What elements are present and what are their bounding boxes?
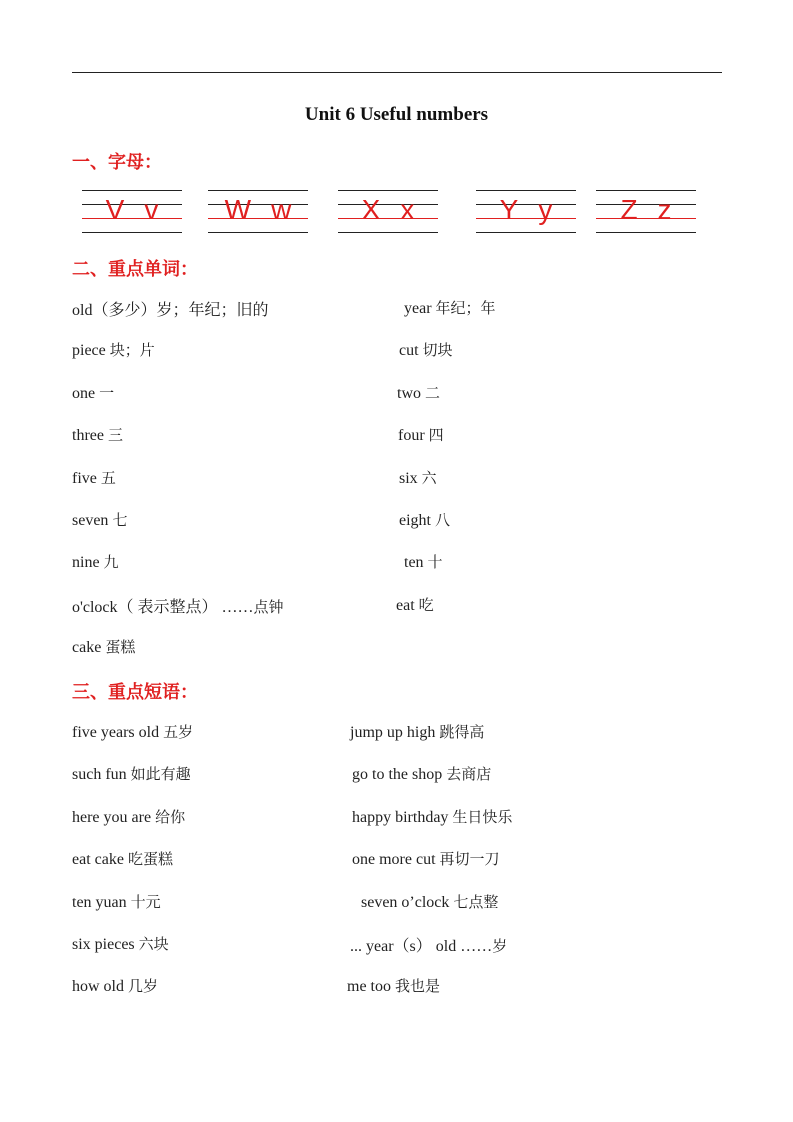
word-item-english: eight — [399, 512, 435, 529]
phrase-item-english: happy birthday — [352, 808, 453, 826]
letter-lower: w — [271, 194, 292, 225]
phrase-item-english: me too — [347, 978, 395, 996]
phrase-item — [350, 721, 484, 742]
word-item — [72, 467, 116, 488]
word-item-chinese: 切块 — [422, 341, 453, 360]
phrase-item — [72, 848, 173, 869]
letter-lower: z — [657, 194, 672, 225]
phrase-item-chinese: 去商店 — [446, 765, 492, 784]
section-words-heading: 二、重点单词： — [72, 259, 198, 280]
word-item-english: ten — [404, 554, 428, 572]
phrase-item — [361, 891, 498, 912]
phrase-item — [352, 848, 500, 869]
phrase-item-chinese: 五岁 — [163, 723, 194, 741]
letter-group-z — [596, 188, 696, 234]
phrase-item-english: go to the shop — [352, 766, 447, 784]
phrase-item-english: here you are — [72, 808, 156, 826]
word-item-chinese: 三 — [107, 426, 123, 445]
phrase-item-chinese: 七点整 — [453, 892, 499, 911]
letter-lower: v — [144, 194, 159, 225]
phrase-item-english: eat cake — [72, 851, 128, 869]
phrase-item-english: how old — [72, 978, 128, 996]
guide-line — [476, 190, 576, 191]
word-item-chinese: 二 — [425, 383, 441, 402]
word-item — [72, 551, 119, 572]
phrase-item — [72, 891, 161, 912]
phrase-item-english: six pieces — [72, 936, 139, 953]
phrase-item — [72, 721, 193, 742]
word-item-english: nine — [72, 554, 104, 572]
letter-upper: Y — [499, 194, 519, 225]
word-item-english: o'clock（ 表示整点） …… — [72, 598, 254, 616]
phrase-item-chinese: 吃蛋糕 — [127, 850, 173, 869]
word-item-chinese: 吃 — [418, 595, 434, 614]
phrase-item-chinese: 跳得高 — [439, 723, 485, 741]
word-item-english: five — [72, 469, 101, 487]
letter-glyphs — [208, 194, 308, 226]
word-item-english: piece — [72, 342, 110, 360]
word-item-english: cake — [72, 639, 106, 657]
phrase-item — [72, 933, 169, 954]
letter-upper: X — [361, 194, 381, 225]
word-item — [399, 339, 453, 360]
phrase-item — [350, 933, 507, 956]
word-item — [72, 636, 135, 657]
letter-glyphs — [82, 194, 182, 226]
phrase-item — [352, 763, 491, 784]
section-letters-heading: 一、字母： — [72, 152, 162, 173]
phrase-item-english: five years old — [72, 724, 164, 741]
word-item-english: three — [72, 427, 108, 445]
phrase-item-english: ... year（s） old …… — [350, 938, 493, 955]
word-item — [72, 424, 123, 445]
letter-upper: Z — [620, 194, 638, 225]
phrase-item-chinese: 我也是 — [395, 977, 441, 996]
phrase-item-english: seven o’clock — [361, 893, 454, 911]
phrase-item-english: jump up high — [350, 724, 440, 741]
word-item-chinese: 点钟 — [253, 597, 284, 616]
word-item-chinese: 一 — [99, 383, 115, 402]
word-item-chinese: 年纪；年 — [435, 299, 496, 317]
page-title: Unit 6 Useful numbers — [304, 104, 489, 125]
letter-group-y — [476, 188, 576, 234]
word-item — [72, 594, 284, 617]
phrase-item-english: ten yuan — [72, 893, 131, 911]
word-item — [72, 339, 155, 360]
word-item — [396, 594, 434, 615]
word-item-chinese: 块；片 — [109, 341, 155, 360]
word-item — [399, 509, 450, 530]
guide-line — [338, 232, 438, 233]
word-item-english: cut — [399, 342, 423, 360]
letter-glyphs — [476, 194, 576, 226]
word-item-chinese: 四 — [428, 426, 444, 445]
phrase-item-chinese: 几岁 — [128, 977, 159, 996]
guide-line — [476, 232, 576, 233]
word-item — [72, 382, 114, 403]
word-item-chinese: 十 — [427, 553, 443, 572]
phrase-item — [352, 806, 512, 827]
guide-line — [82, 232, 182, 233]
letter-lower: x — [400, 194, 415, 225]
phrase-item — [72, 806, 185, 827]
word-item — [397, 382, 440, 403]
guide-line — [208, 232, 308, 233]
phrase-item-chinese: 再切一刀 — [439, 850, 500, 869]
letter-group-w — [208, 188, 308, 234]
phrase-item-chinese: 给你 — [155, 807, 186, 826]
word-item-chinese: 八 — [435, 511, 451, 529]
phrase-item-chinese: 如此有趣 — [130, 765, 191, 784]
letter-upper: W — [224, 194, 252, 225]
guide-line — [596, 190, 696, 191]
letter-glyphs — [338, 194, 438, 226]
letter-lower: y — [538, 194, 553, 225]
phrase-item-chinese: 六块 — [138, 935, 169, 953]
phrase-item-chinese: 生日快乐 — [452, 807, 513, 826]
word-item-english: eat — [396, 596, 419, 614]
guide-line — [208, 190, 308, 191]
word-item-english: two — [397, 384, 425, 402]
phrase-item-chinese: 岁 — [492, 937, 508, 955]
word-item-english: four — [398, 427, 429, 445]
guide-line — [338, 190, 438, 191]
word-item-english: six — [399, 469, 422, 487]
header-rule — [72, 72, 722, 73]
word-item-chinese: 六 — [421, 468, 437, 487]
guide-line — [596, 232, 696, 233]
phrase-item — [72, 975, 158, 996]
word-item — [72, 509, 127, 530]
letter-glyphs — [596, 194, 696, 226]
phrase-item-english: such fun — [72, 766, 131, 784]
word-item-chinese: 九 — [103, 553, 119, 572]
word-item — [404, 297, 496, 318]
word-item-chinese: 七 — [112, 511, 128, 529]
phrase-item-chinese: 十元 — [130, 892, 161, 911]
word-item-english: year — [404, 300, 436, 317]
phrase-item — [72, 763, 191, 784]
word-item — [404, 551, 443, 572]
word-item-english: one — [72, 384, 100, 402]
word-item-english: old（多少）岁；年纪；旧的 — [72, 302, 269, 319]
word-item-chinese: 五 — [100, 468, 116, 487]
letter-group-x — [338, 188, 438, 234]
letter-upper: V — [105, 194, 125, 225]
word-item — [72, 297, 268, 320]
word-item — [398, 424, 444, 445]
word-item-english: seven — [72, 512, 113, 529]
letter-group-v — [82, 188, 182, 234]
word-item — [399, 467, 437, 488]
phrase-item-english: one more cut — [352, 851, 440, 869]
guide-line — [82, 190, 182, 191]
phrase-item — [347, 975, 440, 996]
word-item-chinese: 蛋糕 — [105, 638, 136, 657]
section-phrases-heading: 三、重点短语： — [72, 682, 198, 703]
